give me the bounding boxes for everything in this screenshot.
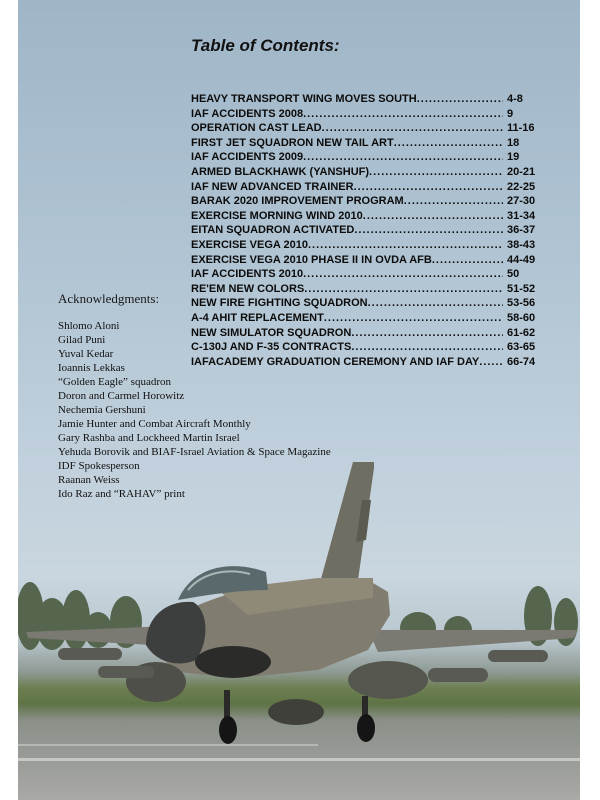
- toc-entry: [191, 282, 553, 297]
- toc-entry-pages: 36-37: [507, 224, 536, 237]
- toc-entry: [191, 136, 553, 151]
- toc-leader-dots: [303, 150, 503, 165]
- toc-entry-pages: 31-34: [507, 209, 536, 222]
- acknowledgment-name: “Golden Eagle” squadron: [58, 376, 172, 388]
- acknowledgment-name: Yuval Kedar: [58, 348, 114, 360]
- toc-entry-title: A-4 AHIT REPLACEMENT: [191, 311, 324, 324]
- toc-entry-title: EITAN SQUADRON ACTIVATED: [191, 224, 355, 237]
- toc-entry-pages: 11-16: [507, 122, 535, 135]
- toc-entry-pages: 38-43: [507, 238, 536, 251]
- right-wing: [368, 630, 578, 652]
- acknowledgment-name: Gilad Puni: [58, 334, 106, 346]
- toc-leader-dots: [324, 311, 503, 326]
- toc-entry-title: BARAK 2020 IMPROVEMENT PROGRAM: [191, 195, 404, 208]
- toc-leader-dots: [417, 92, 503, 107]
- page-background: [18, 0, 580, 800]
- toc-entry-pages: 19: [507, 151, 520, 164]
- toc-entry-title: IAF ACCIDENTS 2008: [191, 107, 304, 120]
- toc-entry-title: FIRST JET SQUADRON NEW TAIL ART: [191, 136, 394, 149]
- toc-entry-pages: 63-65: [507, 341, 536, 354]
- toc-entry: [191, 150, 553, 165]
- fuel-tank-right: [348, 661, 428, 699]
- toc-entry-pages: 18: [507, 136, 520, 149]
- toc-entry-title: RE'EM NEW COLORS: [191, 282, 305, 295]
- toc-leader-dots: [351, 340, 503, 355]
- toc-leader-dots: [363, 209, 503, 224]
- toc-leader-dots: [354, 223, 503, 238]
- toc-entry-title: NEW FIRE FIGHTING SQUADRON: [191, 297, 368, 310]
- air-intake: [195, 646, 271, 678]
- toc-entry-title: IAFACADEMY GRADUATION CEREMONY AND IAF DAY: [191, 355, 480, 368]
- toc-entry-title: HEAVY TRANSPORT WING MOVES SOUTH: [191, 93, 417, 105]
- toc-leader-dots: [432, 253, 503, 268]
- toc-entry: [191, 238, 553, 253]
- toc-entry-pages: 51-52: [507, 282, 536, 295]
- toc-leader-dots: [369, 165, 503, 180]
- toc-entry: [191, 92, 553, 107]
- acknowledgment-name: Yehuda Borovik and BIAF-Israel Aviation & Space Magazine: [58, 446, 331, 458]
- toc-entry: [191, 165, 553, 180]
- toc-entry: [191, 194, 553, 209]
- runway-marking: [18, 758, 580, 761]
- toc-entry: [191, 121, 553, 136]
- toc-leader-dots: [303, 267, 503, 282]
- toc-entry-title: IAF NEW ADVANCED TRAINER: [191, 180, 354, 193]
- toc-entry-pages: 66-74: [507, 355, 536, 368]
- toc-leader-dots: [322, 121, 503, 136]
- toc-leader-dots: [304, 282, 503, 297]
- acknowledgments-title: Acknowledgments:: [58, 291, 160, 306]
- acknowledgment-name: Doron and Carmel Horowitz: [58, 390, 185, 402]
- toc-entry-pages: 61-62: [507, 326, 536, 339]
- toc-entry-pages: 4-8: [507, 93, 523, 105]
- toc-entry: [191, 209, 553, 224]
- nose-wheel: [219, 716, 237, 744]
- acknowledgment-name: Shlomo Aloni: [58, 320, 120, 332]
- toc-entry-title: EXERCISE VEGA 2010: [191, 238, 308, 251]
- toc-entry-pages: 20-21: [507, 165, 536, 178]
- toc-leader-dots: [351, 326, 503, 341]
- toc-leader-dots: [368, 296, 503, 311]
- toc-leader-dots: [354, 180, 503, 195]
- toc-entry-pages: 50: [507, 268, 520, 281]
- toc-entry-title: IAF ACCIDENTS 2009: [191, 151, 304, 164]
- toc-entry-pages: 44-49: [507, 253, 536, 266]
- toc-entry-title: OPERATION CAST LEAD: [191, 122, 322, 135]
- acknowledgment-name: Nechemia Gershuni: [58, 404, 146, 416]
- toc-entry-title: NEW SIMULATOR SQUADRON: [191, 326, 352, 339]
- toc-entry: [191, 107, 553, 122]
- toc-entry-title: ARMED BLACKHAWK (YANSHUF): [191, 165, 370, 178]
- toc-entry-pages: 22-25: [507, 180, 536, 193]
- toc-entry: [191, 253, 553, 268]
- acknowledgment-name: Jamie Hunter and Combat Aircraft Monthly: [58, 418, 251, 430]
- acknowledgment-name: Ioannis Lekkas: [58, 362, 125, 374]
- toc-leader-dots: [308, 238, 503, 253]
- toc-entry-title: C-130J AND F-35 CONTRACTS: [191, 341, 352, 354]
- toc-entry-pages: 58-60: [507, 311, 536, 324]
- toc-entry: [191, 296, 553, 311]
- toc-entry-title: IAF ACCIDENTS 2010: [191, 268, 304, 281]
- toc-entry-pages: 9: [507, 107, 514, 120]
- toc-leader-dots: [303, 107, 503, 122]
- toc-leader-dots: [404, 194, 503, 209]
- toc-entry: [191, 223, 553, 238]
- toc-entry-title: EXERCISE MORNING WIND 2010: [191, 209, 363, 222]
- toc-entry-pages: 27-30: [507, 195, 536, 208]
- toc-entry: [191, 267, 553, 282]
- acknowledgment-name: Ido Raz and “RAHAV” print: [58, 488, 185, 500]
- toc-entry-title: EXERCISE VEGA 2010 PHASE II IN OVDA AFB: [191, 253, 432, 266]
- acknowledgment-name: Raanan Weiss: [58, 474, 120, 486]
- fighter-jet-photo: [18, 440, 580, 800]
- toc-leader-dots: [479, 355, 503, 370]
- toc-entry-pages: 53-56: [507, 297, 536, 310]
- nose-cone: [146, 602, 205, 664]
- main-wheel: [357, 714, 375, 742]
- toc-leader-dots: [394, 136, 503, 151]
- toc-title: Table of Contents:: [191, 36, 340, 55]
- toc-entry: [191, 180, 553, 195]
- acknowledgment-name: Gary Rashba and Lockheed Martin Israel: [58, 432, 240, 444]
- acknowledgment-name: IDF Spokesperson: [58, 460, 140, 472]
